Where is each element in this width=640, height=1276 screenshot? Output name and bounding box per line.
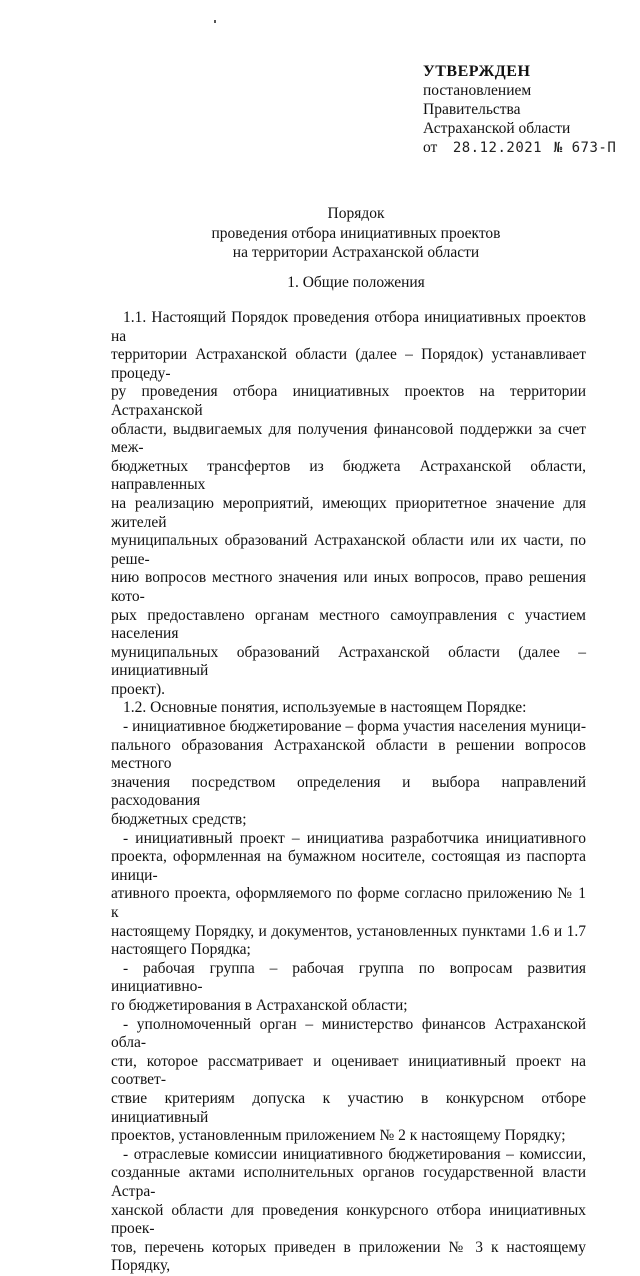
body-line: муниципальных образований Астраханской области или их части, по реше- [111, 532, 586, 568]
body-line: - инициативное бюджетирование – форма участия населения муници- [123, 718, 586, 736]
body-line: бюджетных трансфертов из бюджета Астраханской области, направленных [111, 457, 586, 494]
approval-line-1: постановлением [423, 82, 532, 99]
body-line: рых предоставлено органам местного самоуправления с участием населения [111, 606, 586, 643]
body-line: ствие критериям допуска к участию в конкурсном отборе инициативный [111, 1089, 586, 1126]
body-line: нию вопросов местного значения или иных вопросов, право решения кото- [111, 569, 586, 605]
body-line: ру проведения отбора инициативных проектов на территории Астраханской [111, 383, 586, 419]
approval-stamp-block [423, 62, 623, 158]
approval-line-2: Правительства [423, 101, 521, 118]
body-line: 1.1. Настоящий Порядок проведения отбора инициативных проектов на [111, 309, 586, 345]
body-line: настоящего Порядка; [111, 941, 251, 959]
body-line: ативного проекта, оформляемого по форме согласно приложению № 1 к [111, 885, 586, 921]
body-line: на реализацию мероприятий, имеющих приоритетное значение для жителей [111, 494, 586, 531]
approval-heading: УТВЕРЖДЕН [423, 63, 531, 80]
document-title [0, 204, 640, 263]
body-line: проект). [111, 680, 166, 698]
body-line: го бюджетирования в Астраханской области; [111, 996, 408, 1014]
body-line: созданные актами исполнительных органов государственной власти Астра- [111, 1164, 586, 1200]
body-line: территории Астраханской области (далее – Порядок) устанавливает процеду- [111, 346, 586, 382]
approval-date-line [423, 138, 623, 158]
body-line: настоящему Порядку, и документов, установленных пунктами 1.6 и 1.7 [111, 922, 586, 940]
title-line-2: проведения отбора инициативных проектов [211, 224, 501, 242]
body-line: - отраслевые комиссии инициативного бюджетирования – комиссии, [123, 1145, 586, 1163]
body-line: ханской области для проведения конкурсного отбора инициативных проек- [111, 1201, 586, 1238]
date-prefix: от [423, 139, 438, 156]
body-line: 1.2. Основные понятия, используемые в настоящем Порядке: [123, 699, 527, 717]
body-line: пального образования Астраханской области в решении вопросов местного [111, 736, 586, 773]
body-line: значения посредством определения и выбора направлений расходования [111, 773, 586, 810]
scan-artifact [214, 20, 216, 23]
body-line: сти, которое рассматривает и оценивает инициативный проект на соответ- [111, 1052, 586, 1089]
body-line: - инициативный проект – инициатива разработчика инициативного [123, 829, 586, 847]
body-line: бюджетных средств; [111, 811, 247, 829]
body-line: муниципальных образований Астраханской области (далее – инициативный [111, 643, 586, 680]
body-line: проекта, оформленная на бумажном носителе, состоящая из паспорта иници- [111, 848, 586, 884]
section-heading: 1. Общие положения [287, 274, 425, 291]
body-line: - уполномоченный орган – министерство финансов Астраханской обла- [111, 1015, 586, 1052]
body-line: тов, перечень которых приведен в приложении № 3 к настоящему Порядку, [111, 1238, 586, 1275]
approval-date: 28.12.2021 [452, 140, 543, 156]
title-line-1: Порядок [327, 205, 385, 222]
body-line: области, выдвигаемых для получения финансовой поддержки за счет меж- [111, 420, 586, 457]
approval-number: № 673-П [553, 140, 617, 156]
body-text [111, 309, 586, 1276]
approval-line-3: Астраханской области [423, 120, 571, 137]
title-line-3: на территории Астраханской области [232, 244, 480, 261]
body-line: - рабочая группа – рабочая группа по вопросам развития инициативно- [111, 959, 586, 996]
body-line: проектов, установленным приложением № 2 к настоящему Порядку; [111, 1127, 566, 1145]
